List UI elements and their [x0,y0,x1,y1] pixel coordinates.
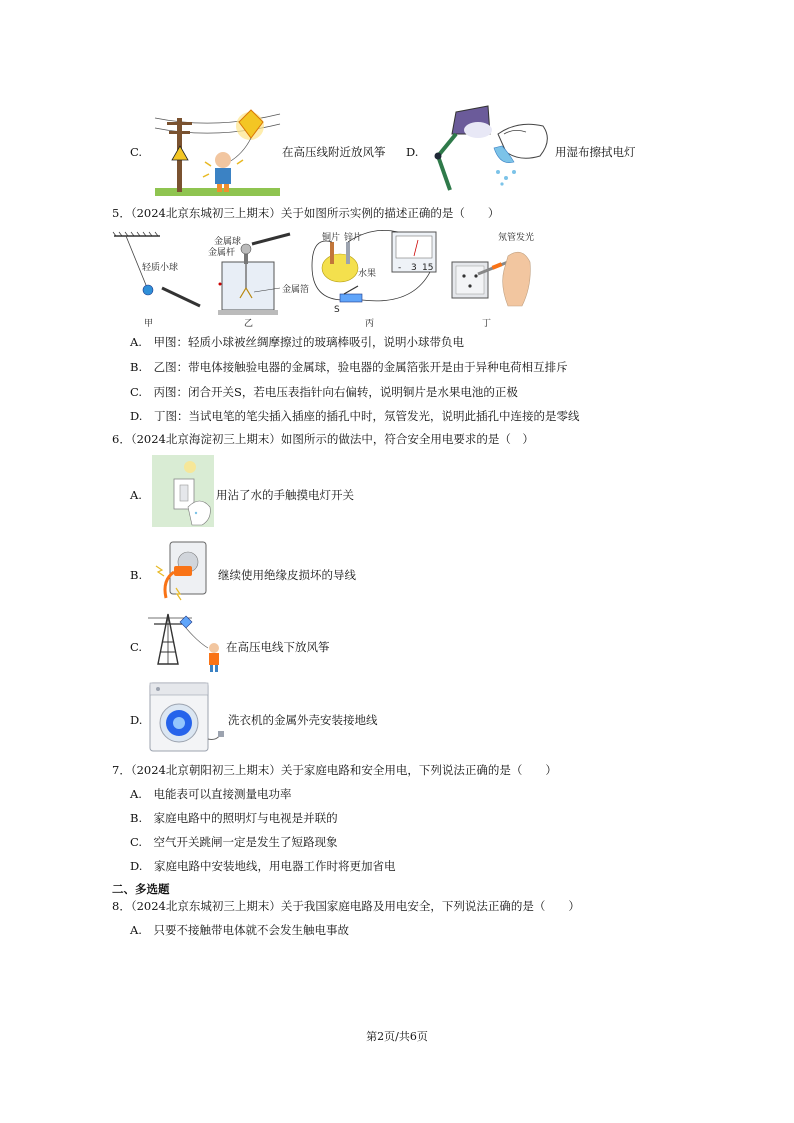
label-meter-minus: - [398,263,402,273]
label-metal-rod: 金属杆 [208,248,236,258]
label-yi: 乙 [244,319,254,329]
q6-stem: 6．（2024北京海淀初三上期末）如图所示的做法中，符合安全用电要求的是（ ） [112,432,534,446]
q4-option-d-letter: D. [406,145,419,159]
q6-option-a-letter: A. [130,488,142,502]
label-zinc: 锌片 [344,233,363,243]
label-meter-3: 3 [411,263,417,273]
q7-option-d: D. 家庭电路中安装地线，用电器工作时将更加省电 [130,859,396,873]
q8-stem: 8．（2024北京东城初三上期末）关于我国家庭电路及用电安全，下列说法正确的是（ ） [112,899,580,913]
q5-option-a: A. 甲图：轻质小球被丝绸摩擦过的玻璃棒吸引，说明小球带负电 [130,335,464,349]
damaged-wire-illustration [152,540,214,602]
figure-bing [312,230,436,329]
label-neon: 氖管发光 [498,233,535,243]
q6-option-c-letter: C. [130,640,143,654]
q7-option-b: B. 家庭电路中的照明灯与电视是并联的 [130,811,338,825]
q5-option-b: B. 乙图：带电体接触验电器的金属球，验电器的金属箔张开是由于异种电荷相互排斥 [130,360,568,374]
label-jia: 甲 [144,319,154,329]
label-light-ball: 轻质小球 [142,263,179,273]
q7-stem: 7．（2024北京朝阳初三上期末）关于家庭电路和安全用电，下列说法正确的是（ ） [112,763,557,777]
q6-option-b-letter: B. [130,568,143,582]
q8-option-a: A. 只要不接触带电体就不会发生触电事故 [130,923,349,937]
q6-option-d-text: 洗衣机的金属外壳安装接地线 [228,713,378,727]
q4-option-c-letter: C. [130,145,143,159]
q7-option-a: A. 电能表可以直接测量电功率 [130,787,292,801]
q6-option-a-text: 用沾了水的手触摸电灯开关 [216,488,354,502]
q4-option-d-text: 用湿布擦拭电灯 [555,145,636,159]
q4-option-c-text: 在高压线附近放风筝 [282,145,386,159]
page-footer: 第2页/共6页 [366,1030,428,1043]
q5-option-c: C. 丙图：闭合开关S，若电压表指针向右偏转，说明铜片是水果电池的正极 [130,385,518,399]
figure-ding [452,231,534,329]
label-metal-foil: 金属箔 [282,285,310,295]
q6-option-b-text: 继续使用绝缘皮损坏的导线 [218,568,356,582]
q6-option-d-letter: D. [130,713,143,727]
label-meter-15: 15 [422,263,434,273]
label-metal-ball: 金属球 [214,237,242,247]
q5-option-d: D. 丁图：当试电笔的笔尖插入插座的插孔中时，氖管发光，说明此插孔中连接的是零线 [130,409,580,423]
q5-stem: 5．（2024北京东城初三上期末）关于如图所示实例的描述正确的是（ ） [112,206,500,220]
wet-hand-switch-illustration [152,455,214,527]
section-title-multiple-choice: 二、多选题 [112,882,170,896]
kite-near-powerline-illustration [155,104,280,196]
wiping-lamp-illustration [428,100,553,195]
label-bing: 丙 [365,319,375,329]
figure-yi [208,234,309,329]
label-switch: S [334,305,340,315]
label-copper: 铜片 [322,233,341,243]
kite-under-powerline-illustration [148,612,228,676]
q6-option-c-text: 在高压电线下放风筝 [226,640,330,654]
washing-machine-illustration [150,683,226,753]
q7-option-c: C. 空气开关跳闸一定是发生了短路现象 [130,835,338,849]
label-ding: 丁 [482,319,492,329]
label-fruit: 水果 [358,269,377,279]
q5-figures [112,226,542,330]
figure-jia [113,232,200,329]
